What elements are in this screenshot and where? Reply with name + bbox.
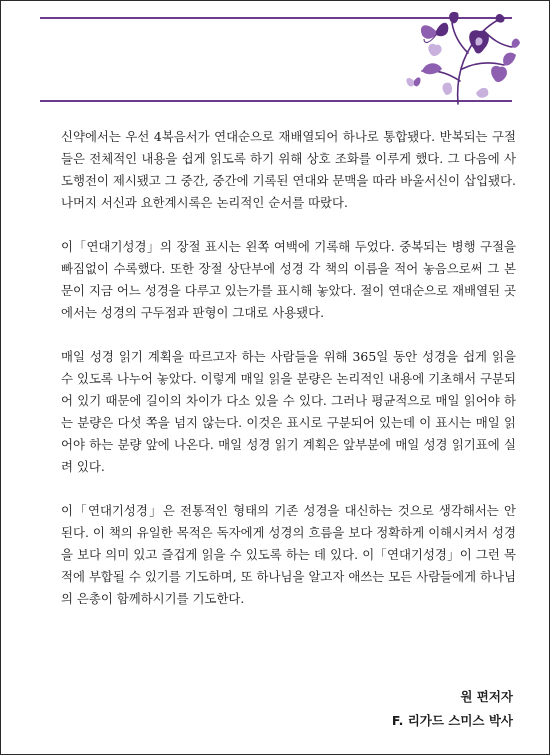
signature-block xyxy=(392,685,513,733)
body-text xyxy=(61,126,516,632)
small-butterfly-icon xyxy=(406,77,420,86)
signature-title: 원 편저자 xyxy=(460,689,513,704)
butterfly-icon xyxy=(421,23,448,43)
signature-name: F. 리가드 스미스 박사 xyxy=(391,713,513,728)
paragraph-1: 신약에서는 우선 4복음서가 연대순으로 재배열되어 하나로 통합됐다. 반복되는 구절들은 전체적인 내용을 쉽게 읽도록 하기 위해 상호 조화를 이루게 했다. 그 다음에 사도행전이 제시됐고 그 중간, 중간에 기록된 연대와 문맥을 따라 바울서신이 삽입됐다. 나머지 서신과 요한계시록은 논리적인 순서를 따랐다. xyxy=(61,129,516,210)
paragraph-2: 이「연대기성경」의 장절 표시는 왼쪽 여백에 기록해 두었다. 중복되는 병행 구절을 빠짐없이 수록했다. 또한 장절 상단부에 성경 각 책의 이름을 적어 놓음으로써 그 본문이 지금 어느 성경을 다루고 있는가를 표시해 놓았다. 절이 연대순으로 재배열된 곳에서는 성경의 구두점과 판형이 그대로 사용됐다. xyxy=(61,239,516,320)
paragraph-4: 이「연대기성경」은 전통적인 형태의 기존 성경을 대신하는 것으로 생각해서는 안 된다. 이 책의 유일한 목적은 독자에게 성경의 흐름을 보다 정확하게 이해시켜서 성경을 보다 의미 있고 즐겁게 읽을 수 있도록 하는 데 있다. 이「연대기성경」이 그런 목적에 부합될 수 있기를 기도하며, 또 하나님을 알고자 애쓰는 모든 사람들에게 하나님의 은총이 함께하시기를 기도한다. xyxy=(61,503,516,606)
paragraph-3: 매일 성경 읽기 계획을 따르고자 하는 사람들을 위해 365일 동안 성경을 쉽게 읽을 수 있도록 나누어 놓았다. 이렇게 매일 읽을 분량은 논리적인 내용에 기초해서 구분되어 있기 때문에 길이의 차이가 다소 있을 수 있다. 그러나 평균적으로 매일 읽어야 하는 분량은 다섯 쪽을 넘지 않는다. 이것은 표시로 구분되어 있는데 이 표시는 매일 읽어야 하는 분량 앞에 나온다. 매일 성경 읽기 계획은 앞부분에 매일 성경 읽기표에 실려 있다. xyxy=(61,349,516,474)
floral-ornament-icon xyxy=(396,9,521,107)
